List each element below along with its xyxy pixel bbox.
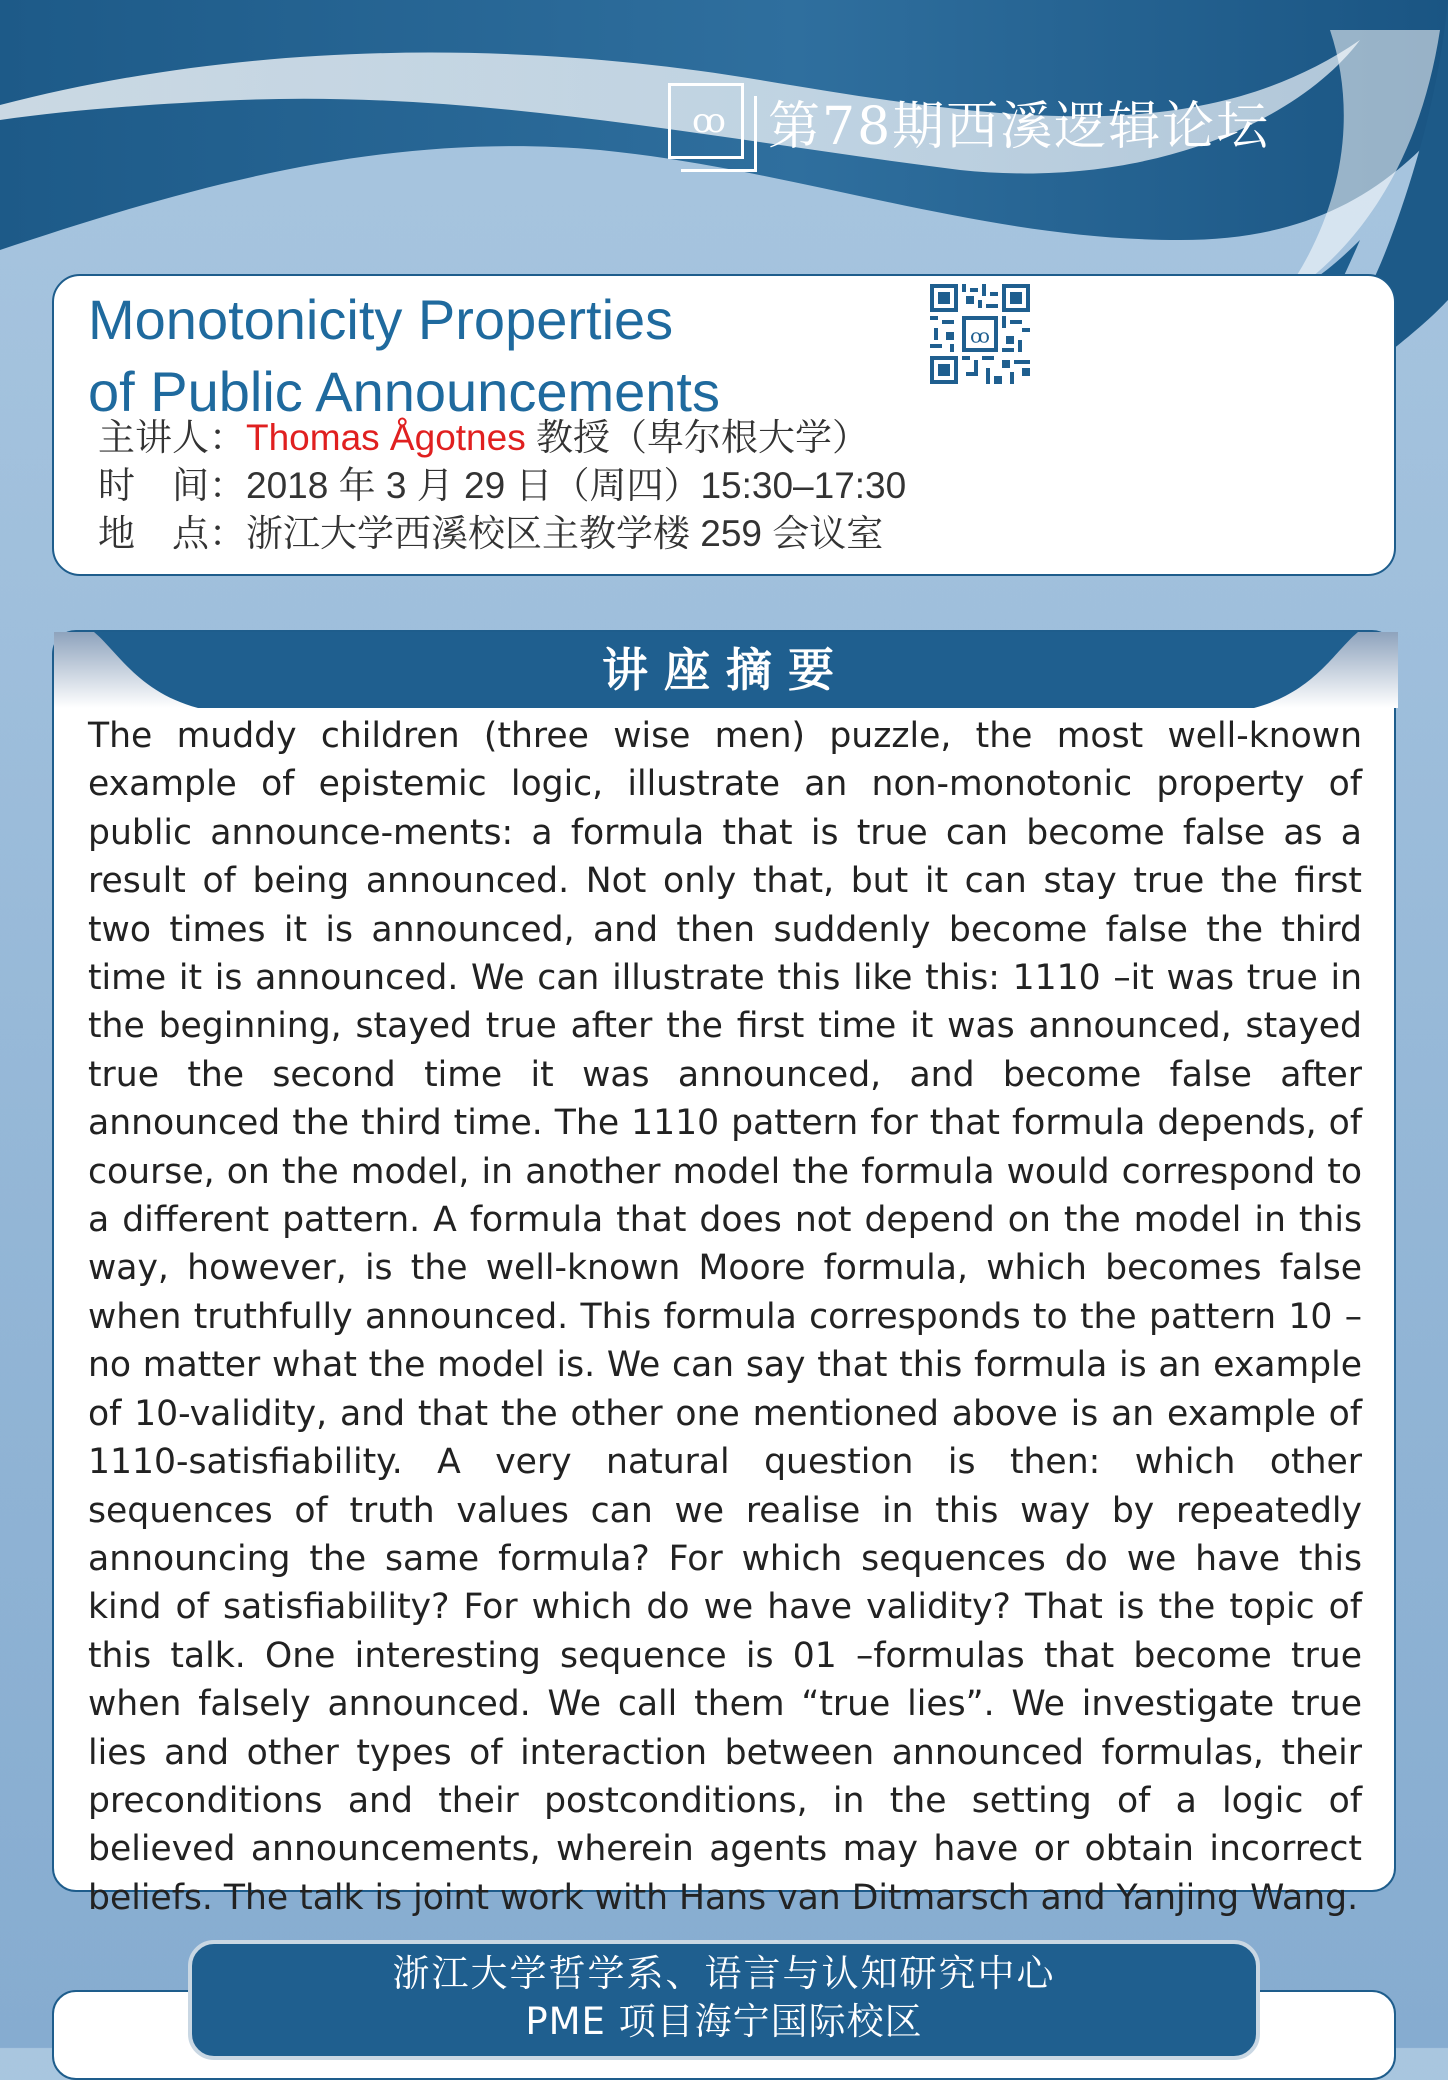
footer-organizer-band (188, 1940, 1260, 2060)
speaker-row (98, 414, 906, 462)
abstract-card (52, 630, 1396, 1918)
abstract-heading: 讲座摘要 (602, 643, 850, 697)
forum-header (668, 76, 1270, 166)
footer-organizer-line1: 浙江大学哲学系、语言与认知研究中心 (392, 1952, 1056, 1995)
qr-code-icon (930, 284, 1030, 384)
place-label: 地 点： (98, 513, 246, 554)
time-row (98, 462, 906, 510)
place-value: 浙江大学西溪校区主教学楼 259 会议室 (246, 513, 884, 554)
time-label: 时 间： (98, 465, 246, 506)
time-value: 2018 年 3 月 29 日（周四）15:30–17:30 (246, 465, 907, 506)
talk-title-line1: Monotonicity Properties (88, 288, 674, 351)
talk-details (98, 414, 906, 558)
abstract-text: The muddy children (three wise men) puzzle, the most well-known example of epistemic logic, illustrate an non-monotonic property of public announce-ments: a formula that is true can become false as a result of being announced. Not only that, but it can stay true the first two times it is announced, and then suddenly become false the third time it is announced. We can illustrate this like this: 1110 –it was true in the beginning, stayed true after the first time it was announced, stayed true the second time it was announced, and become false after announced the third time. The 1110 pattern for that formula depends, of course, on the model, in another model the formula would correspond to a different pattern. A formula that does not depend on the model in this way, however, is the well-known Moore formula, which becomes false when truthfully announced. This formula corresponds to the pattern 10 –no matter what the model is. We can say that this formula is an example of 10-validity, and that the other one mentioned above is an example of 1110-satisfiability. A very natural question is then: which other sequences of truth values can we realise in this way by repeatedly announcing the same formula? For which sequences do we have this kind of satisfiability? For which do we have validity? That is the topic of this talk. One interesting sequence is 01 –formulas that become true when falsely announced. We call them “true lies”. We investigate true lies and other types of interaction between announced formulas, their preconditions and their postconditions, in the setting of a logic of believed announcements, wherein agents may have or obtain incorrect beliefs. The talk is joint work with Hans van Ditmarsch and Yanjing Wang. (88, 716, 1362, 1918)
speaker-label: 主讲人： (98, 417, 246, 458)
forum-title: 第78期西溪逻辑论坛 (768, 96, 1271, 157)
place-row (98, 510, 906, 558)
speaker-affiliation: 教授（卑尔根大学） (525, 417, 869, 458)
footer-organizer-line2: PME 项目海宁国际校区 (525, 2000, 923, 2043)
forum-logo (668, 83, 744, 159)
svg-text:ꝏ: ꝏ (970, 323, 990, 348)
forum-logo-mark: ꝏ (692, 101, 720, 141)
talk-info-card (52, 274, 1396, 576)
speaker-name: Thomas Ågotnes (246, 417, 526, 458)
talk-title (88, 284, 720, 428)
talk-title-line2: of Public Announcements (88, 360, 720, 423)
